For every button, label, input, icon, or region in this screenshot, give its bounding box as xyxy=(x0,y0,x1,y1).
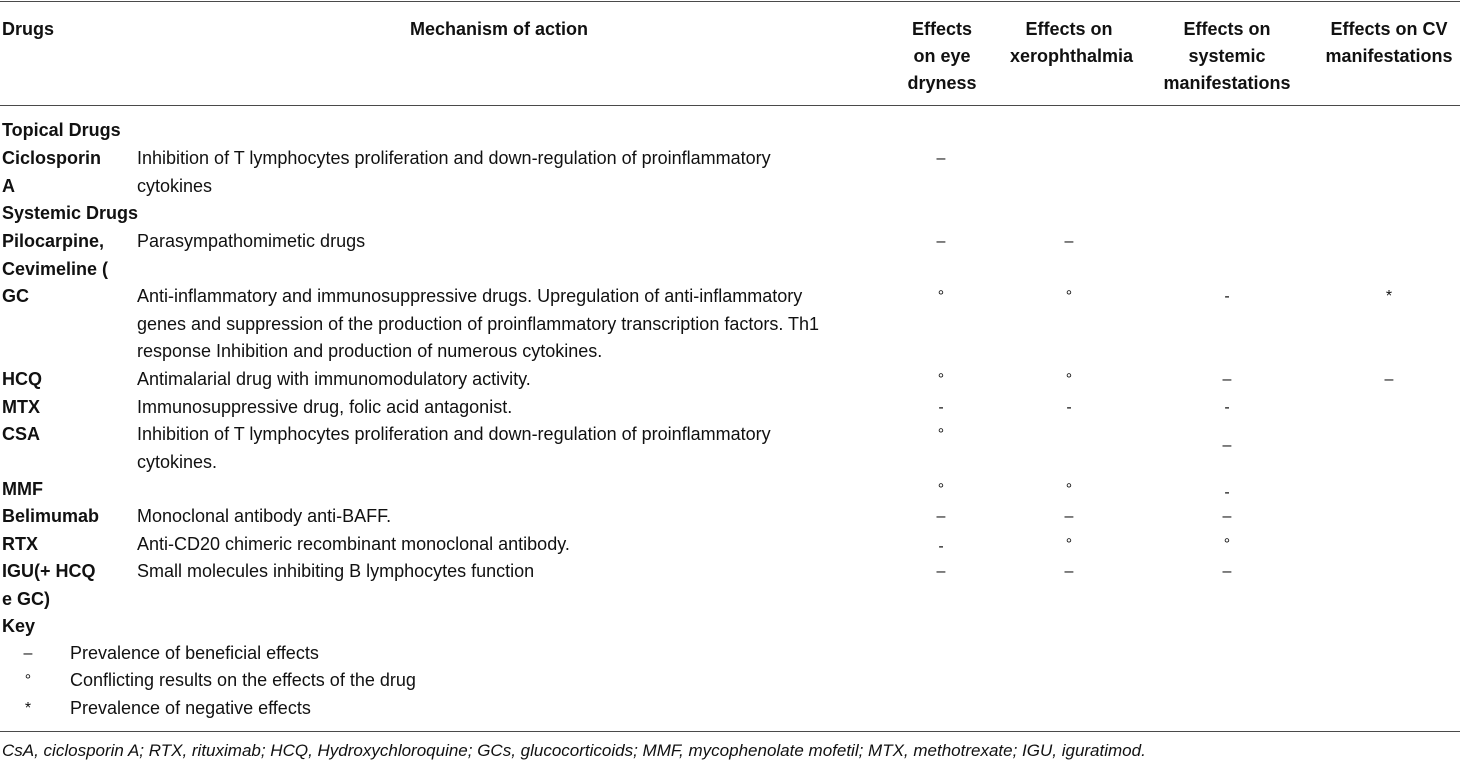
mechanism-text: Monoclonal antibody anti-BAFF. xyxy=(137,506,392,526)
effect-xerophthalmia: ° xyxy=(1065,371,1073,388)
effect-systemic: – xyxy=(1222,371,1232,388)
drug-name: HCQ xyxy=(2,369,42,389)
effect-eye: ° xyxy=(937,288,945,305)
effect-eye: – xyxy=(936,150,946,167)
key-text: Prevalence of beneficial effects xyxy=(70,643,319,663)
table-top-rule xyxy=(0,1,1460,2)
key-text: Conflicting results on the effects of the drug xyxy=(70,670,416,690)
mechanism-text: Small molecules inhibiting B lymphocytes function xyxy=(137,561,535,581)
effect-xerophthalmia: – xyxy=(1064,563,1074,580)
header-mechanism: Mechanism of action xyxy=(410,19,589,39)
section-systemic: Systemic Drugs xyxy=(2,203,139,223)
effect-systemic: - xyxy=(1224,484,1230,501)
mechanism-text: Inhibition of T lymphocytes proliferation and down-regulation of proinflammatory cytokines. xyxy=(137,424,771,472)
key-symbol: ° xyxy=(24,672,32,689)
header-eye-dryness: Effects on eye dryness xyxy=(907,19,977,93)
mechanism-text: Inhibition of T lymphocytes proliferation and down-regulation of proinflammatory cytokines xyxy=(137,148,771,196)
effect-xerophthalmia: – xyxy=(1064,508,1074,525)
header-systemic: Effects on systemic manifestations xyxy=(1163,19,1291,93)
drug-name: GC xyxy=(2,286,29,306)
effect-systemic: – xyxy=(1222,563,1232,580)
key-symbol: * xyxy=(24,700,32,717)
drug-name: Pilocarpine, Cevimeline ( xyxy=(2,231,109,279)
effect-xerophthalmia: - xyxy=(1066,399,1072,416)
effect-eye: – xyxy=(936,233,946,250)
effect-xerophthalmia: ° xyxy=(1065,288,1073,305)
effect-eye: ° xyxy=(937,426,945,443)
section-topical: Topical Drugs xyxy=(2,120,121,140)
mechanism-text: Anti-CD20 chimeric recombinant monoclonal antibody. xyxy=(137,534,570,554)
mechanism-text: Parasympathomimetic drugs xyxy=(137,231,366,251)
effect-eye: ° xyxy=(937,481,945,498)
effect-systemic: – xyxy=(1222,508,1232,525)
drug-name: MMF xyxy=(2,479,43,499)
effect-eye: ° xyxy=(937,371,945,388)
header-rule xyxy=(0,105,1460,106)
drug-name: RTX xyxy=(2,534,38,554)
key-symbol: – xyxy=(23,645,33,662)
drug-name: Ciclosporin A xyxy=(2,148,102,196)
header-drugs: Drugs xyxy=(2,19,55,39)
key-title: Key xyxy=(2,616,36,636)
effect-eye: – xyxy=(936,508,946,525)
mechanism-text: Antimalarial drug with immunomodulatory activity. xyxy=(137,369,531,389)
key-text: Prevalence of negative effects xyxy=(70,698,311,718)
effect-systemic: - xyxy=(1224,288,1230,305)
header-xerophthalmia: Effects on xerophthalmia xyxy=(1010,19,1134,66)
mechanism-text: Immunosuppressive drug, folic acid antagonist. xyxy=(137,397,513,417)
mechanism-text: Anti-inflammatory and immunosuppressive drugs. Upregulation of anti-inflammatory genes and suppression of the production of proinflammatory transcription factors. Th1 response Inhibition and production of numerous cytokines. xyxy=(137,286,820,361)
table-bottom-rule xyxy=(0,731,1460,732)
effect-eye: - xyxy=(938,399,944,416)
table-footnote: CsA, ciclosporin A; RTX, rituximab; HCQ, Hydroxychloroquine; GCs, glucocorticoids; MMF, mycophenolate mofetil; MTX, methotrexate; IGU, iguratimod. xyxy=(2,741,1146,760)
effect-systemic: – xyxy=(1222,437,1232,454)
effect-xerophthalmia: – xyxy=(1064,233,1074,250)
header-cv: Effects on CV manifestations xyxy=(1325,19,1453,66)
effect-cv: – xyxy=(1384,371,1394,388)
effect-eye: – xyxy=(936,563,946,580)
drug-name: MTX xyxy=(2,397,40,417)
drug-name: CSA xyxy=(2,424,41,444)
drug-name: Belimumab xyxy=(2,506,100,526)
effect-xerophthalmia: ° xyxy=(1065,536,1073,553)
effect-xerophthalmia: ° xyxy=(1065,481,1073,498)
effect-systemic: - xyxy=(1224,399,1230,416)
drug-name: IGU(+ HCQ e GC) xyxy=(2,561,96,609)
effect-eye: - xyxy=(938,538,944,555)
effect-cv: * xyxy=(1385,288,1393,305)
effect-systemic: ° xyxy=(1223,536,1231,553)
